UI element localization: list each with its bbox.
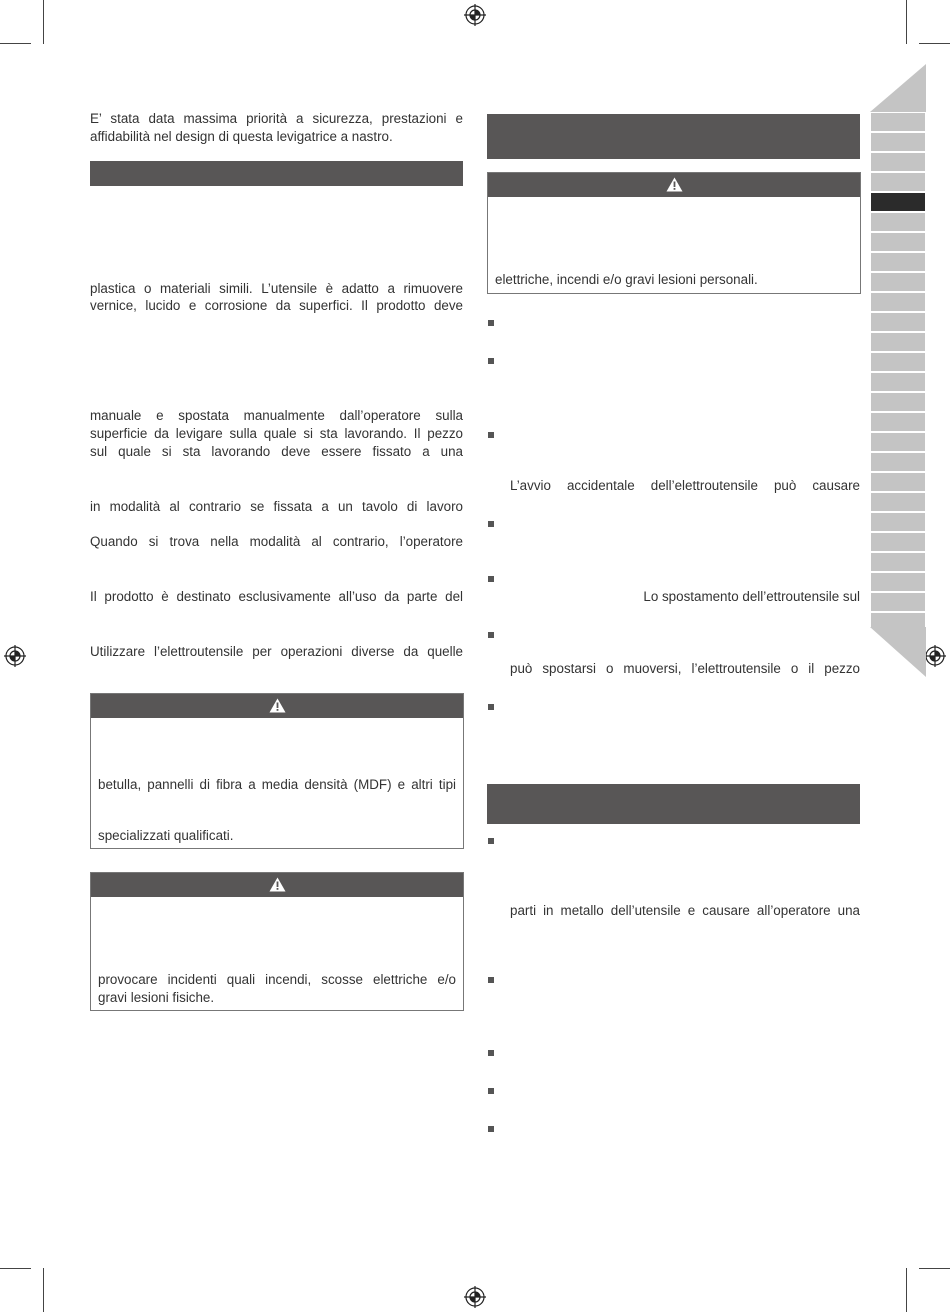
language-tab[interactable] bbox=[871, 493, 925, 511]
body-line: manuale e spostata manualmente dall’operatore sulla bbox=[90, 408, 463, 423]
language-tab[interactable] bbox=[871, 453, 925, 471]
body-line: parti in metallo dell’utensile e causare all’operatore una bbox=[510, 903, 860, 918]
language-tab[interactable] bbox=[871, 113, 925, 131]
warning-header-bar bbox=[91, 873, 463, 897]
body-line: vernice, lucido e corrosione da superfici. Il prodotto deve bbox=[90, 298, 463, 313]
warning-box bbox=[487, 172, 861, 294]
language-tab[interactable] bbox=[871, 413, 925, 431]
language-tab[interactable] bbox=[871, 133, 925, 151]
list-bullet bbox=[488, 320, 494, 326]
language-tab[interactable] bbox=[871, 573, 925, 591]
registration-mark-icon bbox=[924, 645, 946, 667]
crop-mark bbox=[906, 0, 907, 44]
language-tab[interactable] bbox=[871, 153, 925, 171]
body-line: plastica o materiali simili. L’utensile è adatto a rimuovere bbox=[90, 281, 463, 296]
crop-mark bbox=[0, 1268, 31, 1269]
language-tab[interactable] bbox=[871, 533, 925, 551]
warning-box bbox=[90, 693, 464, 849]
warning-text-line: gravi lesioni fisiche. bbox=[98, 990, 215, 1005]
body-line: può spostarsi o muoversi, l’elettroutensile o il pezzo bbox=[510, 661, 860, 676]
list-bullet bbox=[488, 521, 494, 527]
language-tab-active[interactable] bbox=[871, 193, 925, 211]
body-line: sul quale si sta lavorando deve essere fissato a una bbox=[90, 444, 463, 459]
language-tab[interactable] bbox=[871, 473, 925, 491]
crop-mark bbox=[43, 1268, 44, 1312]
language-tab[interactable] bbox=[871, 273, 925, 291]
language-tab[interactable] bbox=[871, 393, 925, 411]
side-tab-bottom-triangle bbox=[870, 627, 926, 677]
body-line: L’avvio accidentale dell’elettroutensile può causare bbox=[510, 478, 860, 493]
list-bullet bbox=[488, 704, 494, 710]
language-tab[interactable] bbox=[871, 513, 925, 531]
body-line: Quando si trova nella modalità al contrario, l’operatore bbox=[90, 534, 463, 549]
list-bullet bbox=[488, 977, 494, 983]
side-tab-top-triangle bbox=[870, 64, 926, 112]
warning-triangle-icon bbox=[269, 877, 286, 892]
section-header-bar bbox=[487, 114, 860, 159]
language-tab[interactable] bbox=[871, 613, 925, 627]
language-tab[interactable] bbox=[871, 353, 925, 371]
language-tab[interactable] bbox=[871, 313, 925, 331]
registration-mark-icon bbox=[464, 1286, 486, 1308]
language-tab[interactable] bbox=[871, 173, 925, 191]
warning-box bbox=[90, 872, 464, 1011]
list-bullet bbox=[488, 632, 494, 638]
language-tab[interactable] bbox=[871, 553, 925, 571]
warning-text-line: specializzati qualificati. bbox=[98, 828, 234, 843]
registration-mark-icon bbox=[464, 4, 486, 26]
list-bullet bbox=[488, 1088, 494, 1094]
section-header-bar bbox=[90, 161, 463, 186]
body-line: Lo spostamento dell’ettroutensile sul bbox=[643, 589, 860, 604]
language-tab[interactable] bbox=[871, 333, 925, 351]
crop-mark bbox=[906, 1268, 907, 1312]
language-tab[interactable] bbox=[871, 213, 925, 231]
list-bullet bbox=[488, 1050, 494, 1056]
language-tab[interactable] bbox=[871, 293, 925, 311]
warning-triangle-icon bbox=[666, 177, 683, 192]
crop-mark bbox=[919, 43, 950, 44]
list-bullet bbox=[488, 838, 494, 844]
warning-header-bar bbox=[488, 173, 860, 197]
language-tab[interactable] bbox=[871, 253, 925, 271]
list-bullet bbox=[488, 1126, 494, 1132]
body-line: superficie da levigare sulla quale si sta lavorando. Il pezzo bbox=[90, 426, 463, 441]
warning-header-bar bbox=[91, 694, 463, 718]
language-tab[interactable] bbox=[871, 433, 925, 451]
registration-mark-icon bbox=[4, 645, 26, 667]
warning-text-line: elettriche, incendi e/o gravi lesioni personali. bbox=[495, 272, 758, 287]
crop-mark bbox=[0, 43, 31, 44]
list-bullet bbox=[488, 432, 494, 438]
crop-mark bbox=[43, 0, 44, 44]
language-tab[interactable] bbox=[871, 373, 925, 391]
intro-line: E’ stata data massima priorità a sicurezza, prestazioni e bbox=[90, 111, 463, 126]
warning-triangle-icon bbox=[269, 698, 286, 713]
warning-text-line: provocare incidenti quali incendi, scosse elettriche e/o bbox=[98, 972, 456, 987]
section-header-bar bbox=[487, 784, 860, 824]
body-line: Utilizzare l’elettroutensile per operazioni diverse da quelle bbox=[90, 644, 463, 659]
language-tab[interactable] bbox=[871, 593, 925, 611]
body-line: in modalità al contrario se fissata a un tavolo di lavoro bbox=[90, 499, 463, 514]
warning-text-line: betulla, pannelli di fibra a media densità (MDF) e altri tipi bbox=[98, 777, 456, 792]
body-line: Il prodotto è destinato esclusivamente all’uso da parte del bbox=[90, 589, 463, 604]
language-tab[interactable] bbox=[871, 233, 925, 251]
crop-mark bbox=[919, 1268, 950, 1269]
intro-line: affidabilità nel design di questa levigatrice a nastro. bbox=[90, 129, 393, 144]
list-bullet bbox=[488, 576, 494, 582]
list-bullet bbox=[488, 358, 494, 364]
